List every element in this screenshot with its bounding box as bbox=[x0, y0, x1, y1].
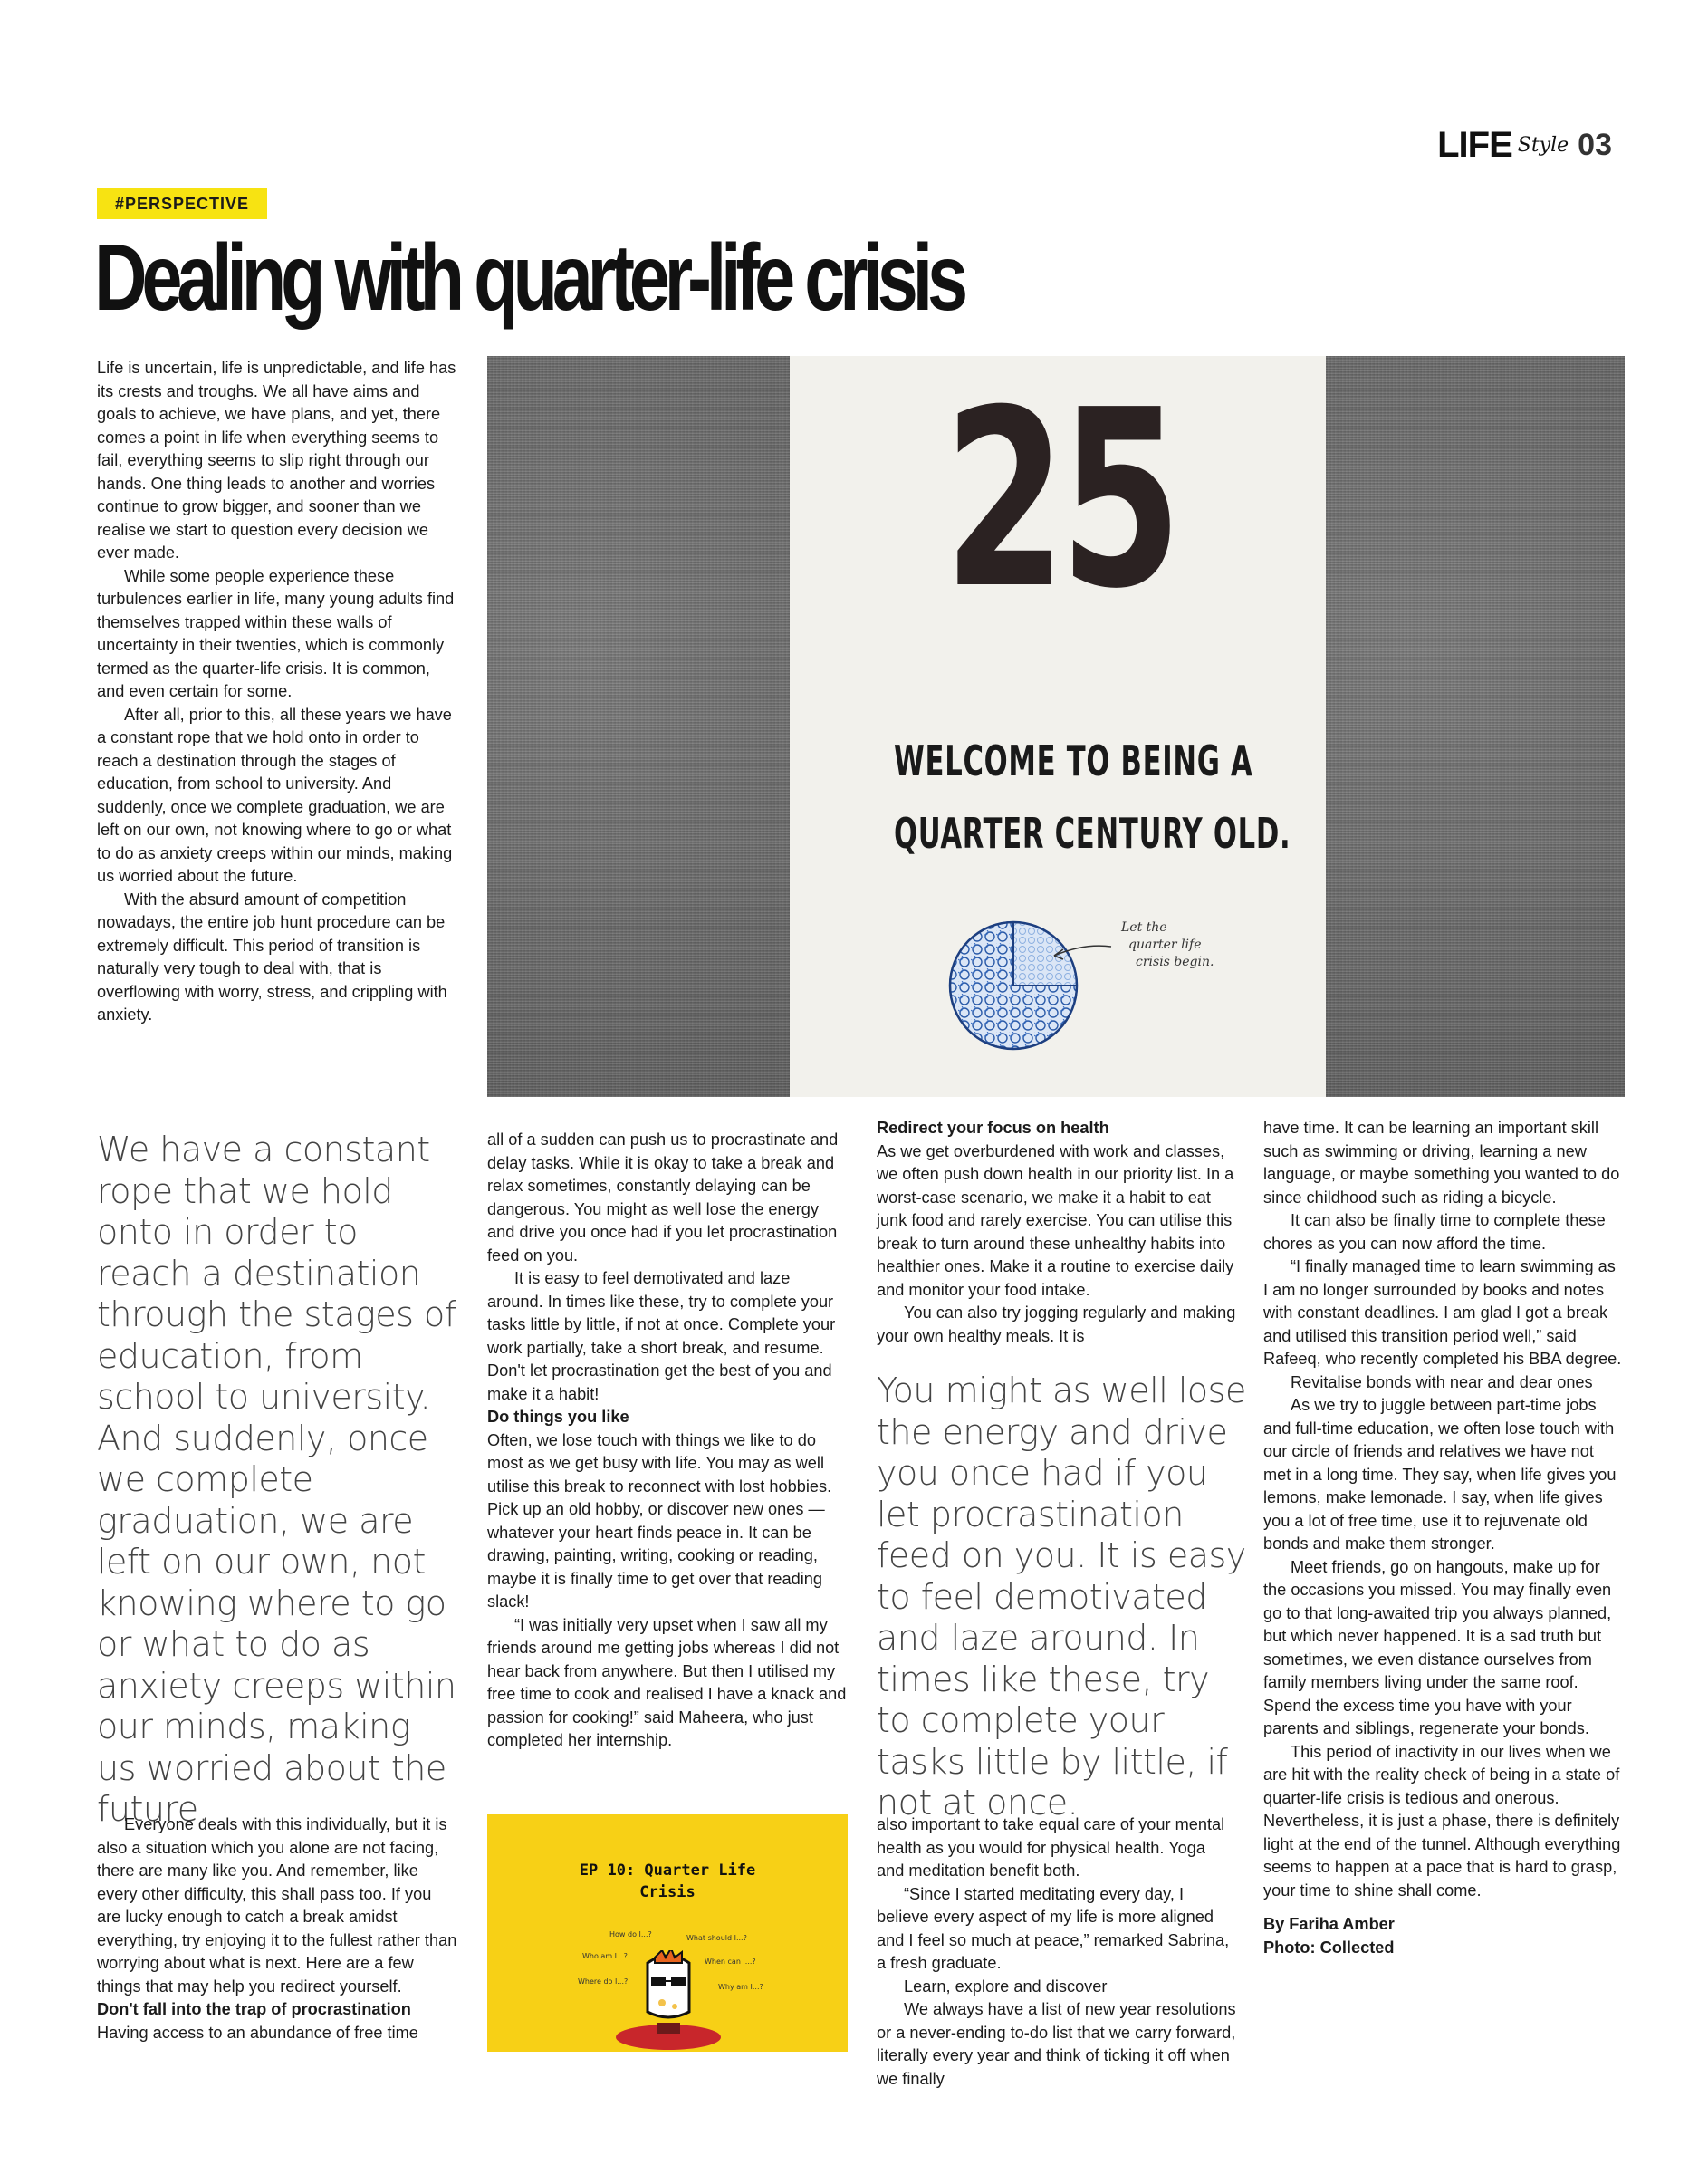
pie-note bbox=[1121, 919, 1214, 971]
page-number: 03 bbox=[1578, 127, 1612, 162]
arrow-icon bbox=[1043, 936, 1116, 972]
section-tag: #PERSPECTIVE bbox=[97, 188, 267, 219]
question-bubble: When can I...? bbox=[705, 1958, 756, 1966]
episode-card bbox=[487, 1814, 848, 2052]
question-bubble: Who am I...? bbox=[582, 1952, 628, 1960]
paragraph: With the absurd amount of competition nowadays, the entire job hunt procedure can be extremely difficult. This period of transition is naturally very tough to deal with, that is overflowing with worry, stress, and crippling with anxiety. bbox=[97, 890, 447, 1024]
paragraph: You can also try jogging regularly and making your own healthy meals. It is bbox=[877, 1303, 1236, 1345]
spacer bbox=[1263, 1902, 1624, 1913]
paragraph: “I was initially very upset when I saw all my friends around me getting jobs whereas I did not hear back from anywhere. But then I utilised my free time to cook and realised I have a knack and passion for cooking!” said Maheera, who just completed her internship. bbox=[487, 1615, 847, 1749]
paragraph: all of a sudden can push us to procrastinate and delay tasks. While it is okay to take a break and relax sometimes, constantly delaying can be dangerous. You might as well lose the energy and drive you once had if you let procrastination feed on you. bbox=[487, 1130, 839, 1265]
column-1-continued bbox=[97, 1813, 457, 2044]
question-bubble: What should I...? bbox=[686, 1934, 747, 1942]
paragraph: “I finally managed time to learn swimming as I am no longer surrounded by books and notes with constant deadlines. I am glad I got a break and utilised this transition period well,” said Rafeeq, who recently completed his BBA degree. bbox=[1263, 1257, 1622, 1368]
paragraph: Having access to an abundance of free time bbox=[97, 2023, 418, 2042]
headline: Dealing with quarter-life crisis bbox=[94, 226, 963, 331]
subheading: Learn, explore and discover bbox=[904, 1977, 1108, 1996]
card-line-2: QUARTER CENTURY OLD. bbox=[894, 809, 1291, 858]
fabric-background-left bbox=[487, 356, 790, 1097]
masthead-logo-suffix: Style bbox=[1517, 133, 1569, 157]
paragraph: While some people experience these turbulences earlier in life, many young adults find themselves trapped within these walls of uncertainty in their twenties, which is commonly termed as the quarter-life crisis. It is common, and even certain for some. bbox=[97, 566, 455, 700]
subheading: Don't fall into the trap of procrastination bbox=[97, 2000, 411, 2018]
subheading: Redirect your focus on health bbox=[877, 1119, 1109, 1137]
pie-note-line: Let the bbox=[1121, 920, 1167, 935]
paragraph: also important to take equal care of your mental health as you would for physical health. Yoga and meditation benefit both. bbox=[877, 1815, 1225, 1880]
character-icon bbox=[609, 1950, 727, 2052]
fabric-background-right bbox=[1326, 356, 1625, 1097]
paragraph: After all, prior to this, all these years we have a constant rope that we hold onto in order to reach a destination through the stages of education, from school to university. And suddenly, once we complete graduation, we are left on our own, not knowing where to go or what to do as anxiety creeps within our minds, making us worried about the future. bbox=[97, 705, 453, 885]
photo-credit: Photo: Collected bbox=[1263, 1938, 1395, 1957]
paragraph: have time. It can be learning an important skill such as swimming or driving, learning a new language, or maybe something you wanted to do since childhood such as riding a bicycle. bbox=[1263, 1119, 1620, 1207]
paragraph: This period of inactivity in our lives when we are hit with the reality check of being in a state of quarter-life crisis is tedious and onerous. Nevertheless, it is just a phase, there is definitely light at the end of the tunnel. Although everything seems to happen at a pace that is hard to grasp, your time to shine shall come. bbox=[1263, 1742, 1621, 1900]
episode-title-line: Crisis bbox=[639, 1883, 696, 1901]
question-bubble: Why am I...? bbox=[718, 1983, 763, 1991]
column-1-intro bbox=[97, 357, 457, 1027]
subheading: Revitalise bonds with near and dear ones bbox=[1291, 1372, 1593, 1391]
card-line-1: WELCOME TO BEING A bbox=[894, 736, 1253, 785]
paragraph: As we get overburdened with work and classes, we often push down health in our priority list. In a worst-case scenario, we make it a habit to eat junk food and rarely exercise. You can utilise this break to turn around these unhealthy habits into healthier ones. Make it a routine to exercise daily and monitor your food intake. bbox=[877, 1141, 1234, 1299]
episode-title bbox=[487, 1860, 848, 1903]
pull-quote-1: We have a constant rope that we hold onto in order to reach a destination through the stages of education, from school to university. And suddenly, once we complete graduation, we are left on our own, not knowing where to go or what to do as anxiety creeps within our minds, making us worried about the future. bbox=[97, 1130, 456, 1829]
paragraph: Everyone deals with this individually, but it is also a situation which you alone are not facing, there are many like you. And remember, like every other difficulty, this shall pass too. If you are lucky enough to catch a break amidst everything, try enjoying it to the fullest rather than worrying about what is next. Here are a few things that may help you redirect yourself. bbox=[97, 1815, 457, 1996]
paragraph: It can also be finally time to complete these chores as you can now afford the time. bbox=[1263, 1211, 1606, 1253]
column-3 bbox=[877, 1117, 1237, 1348]
pull-quote-2: You might as well lose the energy and drive you once had if you let procrastination feed on you. It is easy to feel demotivated and laze around. In times like these, try to complete your tasks little by little, if not at once. bbox=[877, 1371, 1246, 1823]
masthead-logo: LIFE bbox=[1437, 124, 1512, 165]
byline: By Fariha Amber bbox=[1263, 1915, 1395, 1933]
card-number: 25 bbox=[944, 357, 1176, 642]
question-bubble: How do I...? bbox=[609, 1930, 652, 1938]
masthead bbox=[1437, 125, 1612, 165]
column-4 bbox=[1263, 1117, 1624, 1959]
question-bubble: Where do I...? bbox=[578, 1977, 629, 1986]
paragraph: Meet friends, go on hangouts, make up for the occasions you missed. You may finally even go to that long-awaited trip you always planned, but which never happened. It is a sad truth but sometimes, we even distance ourselves from family members living under the same roof. Spend the excess time you have with your parents and siblings, regenerate your bonds. bbox=[1263, 1557, 1612, 1737]
paragraph: As we try to juggle between part-time jobs and full-time education, we often lose touch with our circle of friends and relatives we have not met in a long time. They say, when life gives you lemons, make lemonade. I say, when life gives you a lot of free time, use it to rejuvenate old bonds and make them stronger. bbox=[1263, 1396, 1617, 1553]
paragraph: We always have a list of new year resolutions or a never-ending to-do list that we carry forward, literally every year and think of ticking it off when we finally bbox=[877, 2000, 1236, 2088]
pie-note-line: quarter life bbox=[1128, 938, 1202, 952]
birthday-card bbox=[790, 356, 1326, 1097]
pie-note-line: crisis begin. bbox=[1136, 955, 1214, 969]
paragraph: Life is uncertain, life is unpredictable, and life has its crests and troughs. We all have aims and goals to achieve, we have plans, and yet, there comes a point in life when everything seems to fail, everything seems to slip right through our hands. One thing leads to another and worries continue to grow bigger, and sooner than we realise we start to question every decision we ever made. bbox=[97, 359, 456, 562]
paragraph: “Since I started meditating every day, I believe every aspect of my life is more aligned and I feel so much at peace,” remarked Sabrina, a fresh graduate. bbox=[877, 1884, 1230, 1972]
column-2 bbox=[487, 1129, 848, 1753]
subheading: Do things you like bbox=[487, 1408, 629, 1426]
hero-photo bbox=[487, 356, 1625, 1097]
paragraph: It is easy to feel demotivated and laze around. In times like these, try to complete your tasks little by little, if not at once. Complete your work partially, take a short break, and resume. Don't let procrastination get the best of you and make it a habit! bbox=[487, 1269, 836, 1403]
episode-title-line: EP 10: Quarter Life bbox=[579, 1861, 756, 1880]
column-3-continued bbox=[877, 1813, 1237, 2091]
paragraph: Often, we lose touch with things we like to do most as we get busy with life. You may as well utilise this break to reconnect with lost hobbies. Pick up an old hobby, or discover new ones —whatever your heart finds peace in. It can be drawing, painting, writing, cooking or reading, maybe it is finally time to get over that reading slack! bbox=[487, 1430, 832, 1611]
